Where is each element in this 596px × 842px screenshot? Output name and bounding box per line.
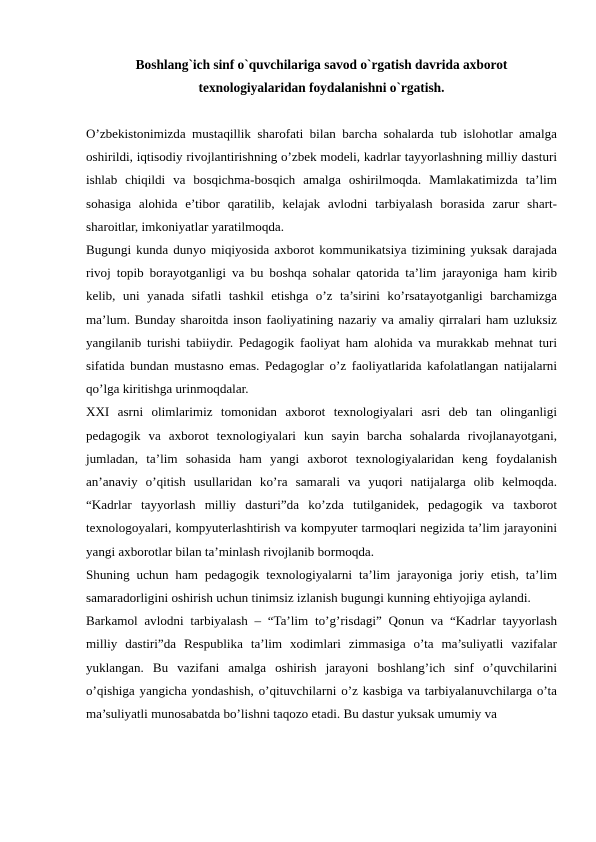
- paragraph: XXI asrni olimlarimiz tomonidan axborot texnologiyalari asri deb tan olinganligi pedagogik va axborot texnologiyalari kun sayin barcha sohalarda rivojlanayotgani, jumladan, ta’lim sohasida ham yangi axborot texnologiyalaridan keng foydalanish an’anaviy o’qitish usullaridan ko’ra samarali va yuqori natijalarga olib kelmoqda. “Kadrlar tayyorlash milliy dasturi”da ko’zda tutilganidek, pedagogik va taxborot texnologoyalari, kompyuterlashtirish va kompyuter tarmoqlari negizida ta’lim jarayonini yangi axborotlar bilan ta’minlash rivojlanib bormoqda.: [86, 404, 557, 559]
- document-title: [86, 53, 557, 99]
- paragraph: Barkamol avlodni tarbiyalash – “Ta’lim to’g’risdagi” Qonun va “Kadrlar tayyorlash milliy dastiri”da Respublika ta’lim xodimlari zimmasiga o’ta ma’suliyatli vazifalar yuklangan. Bu vazifani amalga oshirish jarayoni boshlang’ich sinf o’quvchilarini o’qishiga yangicha yondashish, o’qituvchilarni o’z kasbiga va tarbiyalanuvchilarga o’ta ma’suliyatli munosabatda bo’lishni taqozo etadi. Bu dastur yuksak umumiy va: [86, 613, 557, 722]
- document-page: [86, 53, 557, 725]
- title-line-1: Boshlang`ich sinf o`quvchilariga savod o`rgatish davrida axborot: [135, 57, 508, 72]
- paragraph: Bugungi kunda dunyo miqiyosida axborot kommunikatsiya tizimining yuksak darajada rivoj topib borayotganligi va bu boshqa sohalar qatorida ta’lim jarayoniga ham kirib kelib, uni yanada sifatli tashkil etishga o’z ta’sirini ko’rsatayotganligi barchamizga ma’lum. Bunday sharoitda inson faoliyatining nazariy va amaliy qirralari ham uzluksiz yangilanib turishi tabiiydir. Pedagogik faoliyat ham alohida va murakkab mehnat turi sifatida bundan mustasno emas. Pedagoglar o’z faoliyatlarida kafolatlangan natijalarni qo’lga kiritishga urinmoqdalar.: [86, 242, 557, 397]
- paragraph: Shuning uchun ham pedagogik texnologiyalarni ta’lim jarayoniga joriy etish, ta’lim samaradorligini oshirish uchun tinimsiz izlanish bugungi kunning ehtiyojiga aylandi.: [86, 566, 557, 606]
- title-line-2: texnologiyalaridan foydalanishni o`rgatish.: [198, 80, 445, 95]
- document-body: [86, 122, 557, 725]
- paragraph: O’zbekistonimizda mustaqillik sharofati bilan barcha sohalarda tub islohotlar amalga oshirildi, iqtisodiy rivojlantirishning o’zbek modeli, kadrlar tayyorlashning milliy dasturi ishlab chiqildi va bosqichma-bosqich amalga oshirilmoqda. Mamlakatimizda ta’lim sohasiga alohida e’tibor qaratilib, kelajak avlodni tarbiyalash borasida zarur shart-sharoitlar, imkoniyatlar yaratilmoqda.: [86, 126, 557, 234]
